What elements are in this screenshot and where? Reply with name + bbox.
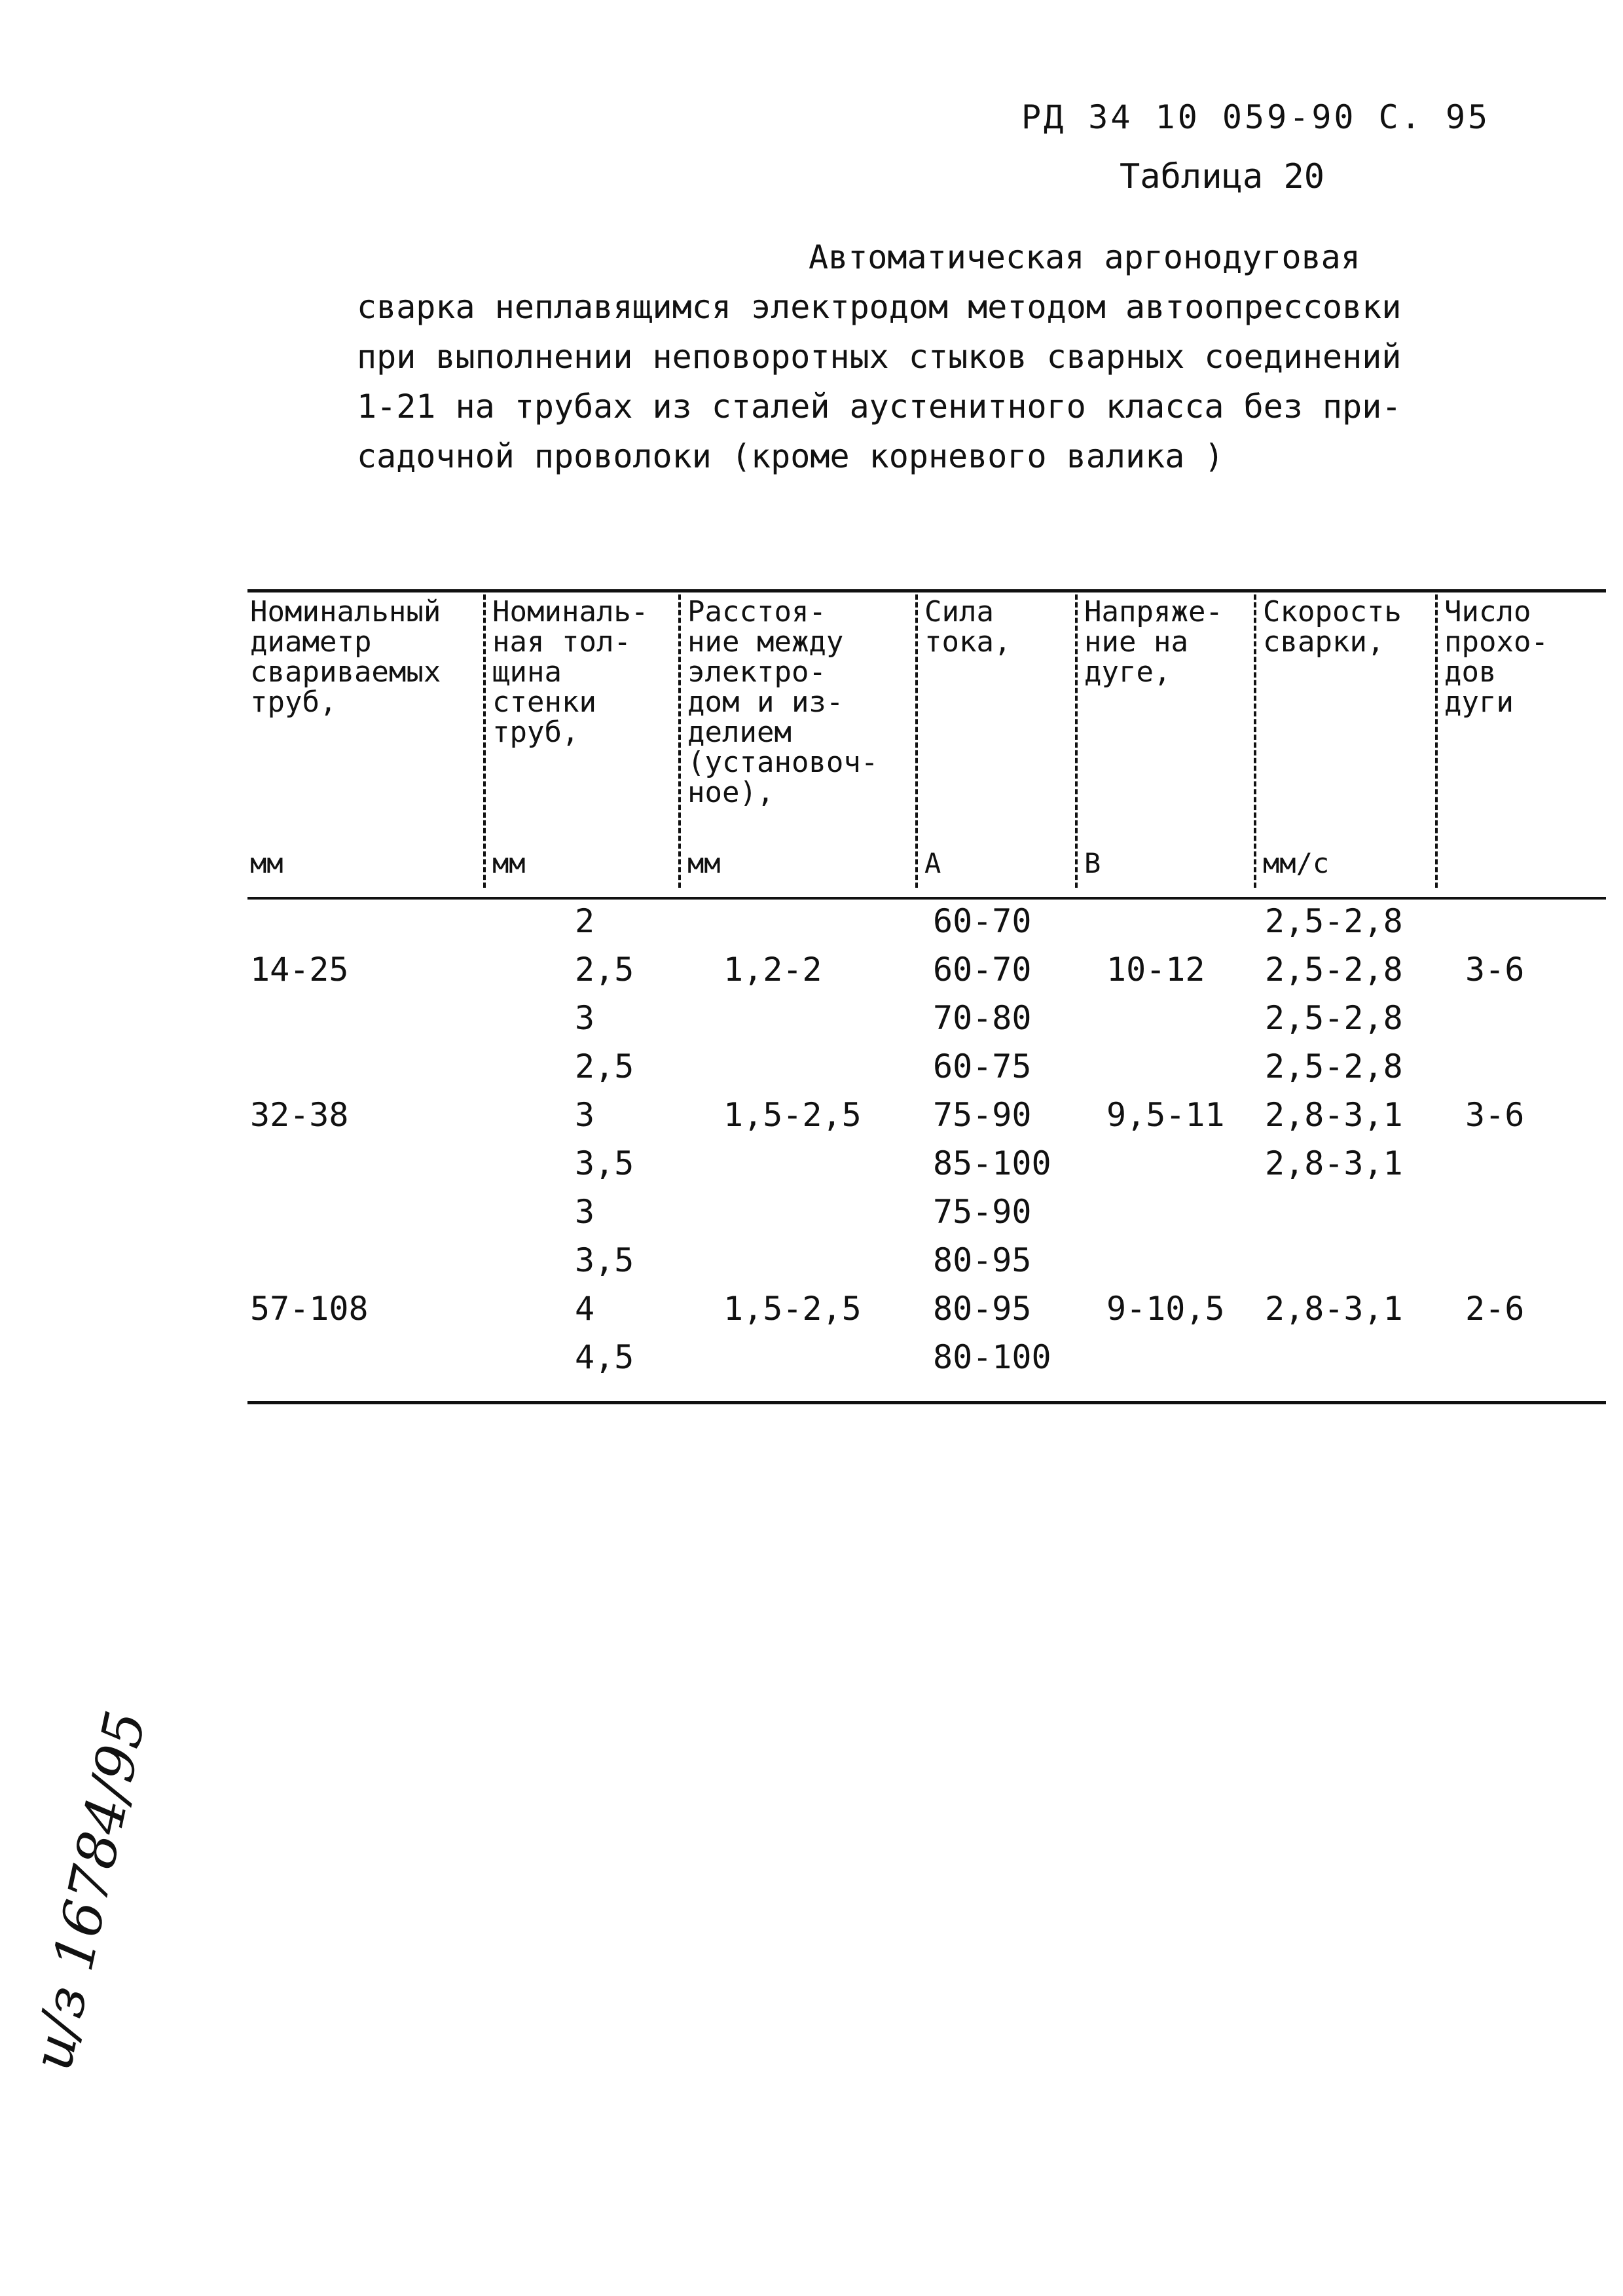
table-cell-current: 80-95 xyxy=(933,1290,1032,1328)
table-cell-passes: 3-6 xyxy=(1465,951,1525,989)
table-cell-current: 70-80 xyxy=(933,999,1032,1037)
table-cell-current: 75-90 xyxy=(933,1193,1032,1231)
table-cell-passes: 3-6 xyxy=(1465,1096,1525,1134)
table-caption xyxy=(357,232,1431,481)
column-header-voltage: Напряже- ние на дуге, xyxy=(1084,595,1223,689)
table-cell-speed: 2,8-3,1 xyxy=(1265,1290,1403,1328)
column-unit: В xyxy=(1084,847,1101,879)
table-bottom-rule xyxy=(247,1401,1606,1404)
table-cell-current: 75-90 xyxy=(933,1096,1032,1134)
column-unit: мм/с xyxy=(1263,847,1330,879)
table-top-rule xyxy=(247,589,1606,592)
table-cell-thickness: 3,5 xyxy=(575,1241,634,1279)
table-cell-distance: 1,5-2,5 xyxy=(723,1096,862,1134)
column-unit: мм xyxy=(687,847,721,879)
document-reference: РД 34 10 059-90 С. 95 xyxy=(1021,98,1491,136)
table-cell-distance: 1,5-2,5 xyxy=(723,1290,862,1328)
table-cell-thickness: 2,5 xyxy=(575,1048,634,1085)
caption-line: садочной проволоки (кроме корневого валика ) xyxy=(357,437,1224,475)
table-cell-speed: 2,5-2,8 xyxy=(1265,902,1403,940)
table-cell-thickness: 2 xyxy=(575,902,595,940)
table-cell-thickness: 3,5 xyxy=(575,1144,634,1182)
column-header-passes: Число прохо- дов дуги xyxy=(1444,595,1548,719)
table-cell-thickness: 4,5 xyxy=(575,1338,634,1376)
table-cell-passes: 2-6 xyxy=(1465,1290,1525,1328)
column-header-diameter: Номинальный диаметр свариваемых труб, xyxy=(250,595,441,719)
column-unit: А xyxy=(924,847,941,879)
column-header-speed: Скорость сварки, xyxy=(1263,595,1402,659)
table-cell-current: 60-70 xyxy=(933,902,1032,940)
column-header-current: Сила тока, xyxy=(924,595,1012,659)
column-unit: мм xyxy=(492,847,526,879)
caption-line: 1-21 на трубах из сталей аустенитного класса без при- xyxy=(357,388,1402,426)
table-cell-speed: 2,5-2,8 xyxy=(1265,999,1403,1037)
table-cell-voltage: 9,5-11 xyxy=(1106,1096,1225,1134)
table-cell-current: 80-100 xyxy=(933,1338,1051,1376)
table-cell-thickness: 2,5 xyxy=(575,951,634,989)
table-cell-current: 60-70 xyxy=(933,951,1032,989)
table-cell-diameter: 57-108 xyxy=(250,1290,369,1328)
table-cell-speed: 2,8-3,1 xyxy=(1265,1144,1403,1182)
table-cell-speed: 2,8-3,1 xyxy=(1265,1096,1403,1134)
caption-line: при выполнении неповоротных стыков сварных соединений xyxy=(357,338,1402,376)
table-cell-voltage: 10-12 xyxy=(1106,951,1205,989)
table-cell-speed: 2,5-2,8 xyxy=(1265,951,1403,989)
table-cell-thickness: 3 xyxy=(575,1096,595,1134)
caption-line: сварка неплавящимся электродом методом автоопрессовки xyxy=(357,288,1402,326)
table-cell-current: 80-95 xyxy=(933,1241,1032,1279)
table-label: Таблица 20 xyxy=(1120,157,1325,196)
table-cell-diameter: 32-38 xyxy=(250,1096,349,1134)
table-cell-thickness: 3 xyxy=(575,1193,595,1231)
table-cell-thickness: 4 xyxy=(575,1290,595,1328)
table-header-rule xyxy=(247,897,1606,900)
table-cell-speed: 2,5-2,8 xyxy=(1265,1048,1403,1085)
table-cell-distance: 1,2-2 xyxy=(723,951,822,989)
table-cell-current: 85-100 xyxy=(933,1144,1051,1182)
table-cell-thickness: 3 xyxy=(575,999,595,1037)
table-cell-voltage: 9-10,5 xyxy=(1106,1290,1225,1328)
column-header-thickness: Номиналь- ная тол- щина стенки труб, xyxy=(492,595,649,749)
table-cell-current: 60-75 xyxy=(933,1048,1032,1085)
table-cell-diameter: 14-25 xyxy=(250,951,349,989)
column-header-distance: Расстоя- ние между электро- дом и из- делием (установоч- ное), xyxy=(687,595,879,809)
caption-line: Автоматическая аргонодуговая xyxy=(809,238,1360,276)
column-unit: мм xyxy=(250,847,283,879)
handwritten-inventory-note: и/з 16784/95 xyxy=(20,1705,158,2076)
